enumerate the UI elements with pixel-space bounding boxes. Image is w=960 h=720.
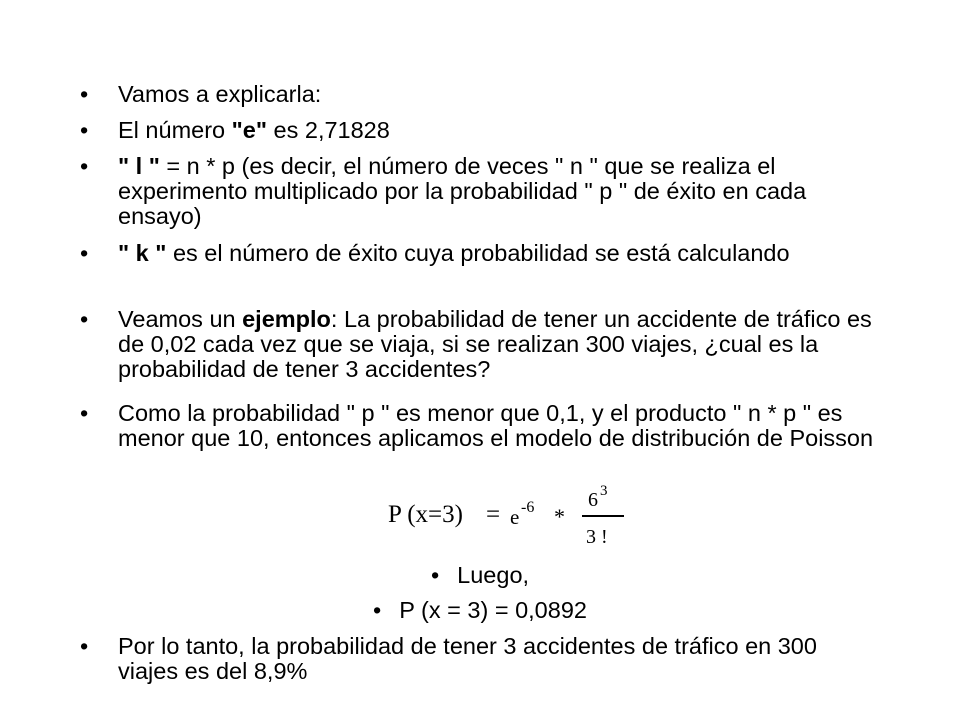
bullet-item-luego — [0, 563, 960, 588]
formula-times: * — [554, 504, 565, 529]
poisson-formula — [386, 478, 646, 554]
bullet-dot: • — [80, 633, 89, 659]
bullet-text: Luego, — [457, 562, 530, 588]
formula-lhs: P (x=3) — [388, 501, 463, 528]
formula-numerator-base: 6 — [588, 489, 598, 511]
formula-equals: = — [486, 501, 501, 528]
bullet-text: El número "e" es 2,71828 — [118, 117, 390, 143]
bullet-text: " l " = n * p (es decir, el número de veces " n " que se realiza el experimento multiplicado por la probabilidad " p " de éxito en cada ensayo) — [118, 153, 807, 229]
bullet-dot: • — [80, 81, 89, 107]
bullet-text: Como la probabilidad " p " es menor que 0,1, y el producto " n * p " es menor que 10, entonces aplicamos el modelo de distribución de Poisson — [118, 400, 874, 451]
bullet-text: P (x = 3) = 0,0892 — [399, 597, 587, 623]
formula-numerator-exp: 3 — [600, 483, 608, 499]
bullet-text: Por lo tanto, la probabilidad de tener 3 accidentes de tráfico en 300 viajes es del 8,9% — [118, 633, 817, 684]
bullet-dot: • — [80, 400, 89, 426]
formula-exponent: -6 — [521, 499, 535, 516]
bullet-dot: • — [80, 240, 89, 266]
bullet-dot: • — [373, 597, 382, 623]
bullet-dot: • — [80, 306, 89, 332]
bullet-text: Vamos a explicarla: — [118, 81, 322, 107]
formula-base: e — [510, 505, 520, 529]
bullet-dot: • — [80, 117, 89, 143]
bullet-item-result — [0, 598, 960, 623]
bullet-dot: • — [430, 562, 440, 588]
formula-denominator: 3 ! — [586, 526, 608, 548]
bullet-dot: • — [80, 153, 89, 179]
bullet-text: Veamos un ejemplo: La probabilidad de tener un accidente de tráfico es de 0,02 cada vez que se viaja, si se realizan 300 viajes, ¿cual es la probabilidad de tener 3 accidentes? — [118, 306, 872, 382]
bullet-text: " k " es el número de éxito cuya probabilidad se está calculando — [118, 240, 790, 266]
